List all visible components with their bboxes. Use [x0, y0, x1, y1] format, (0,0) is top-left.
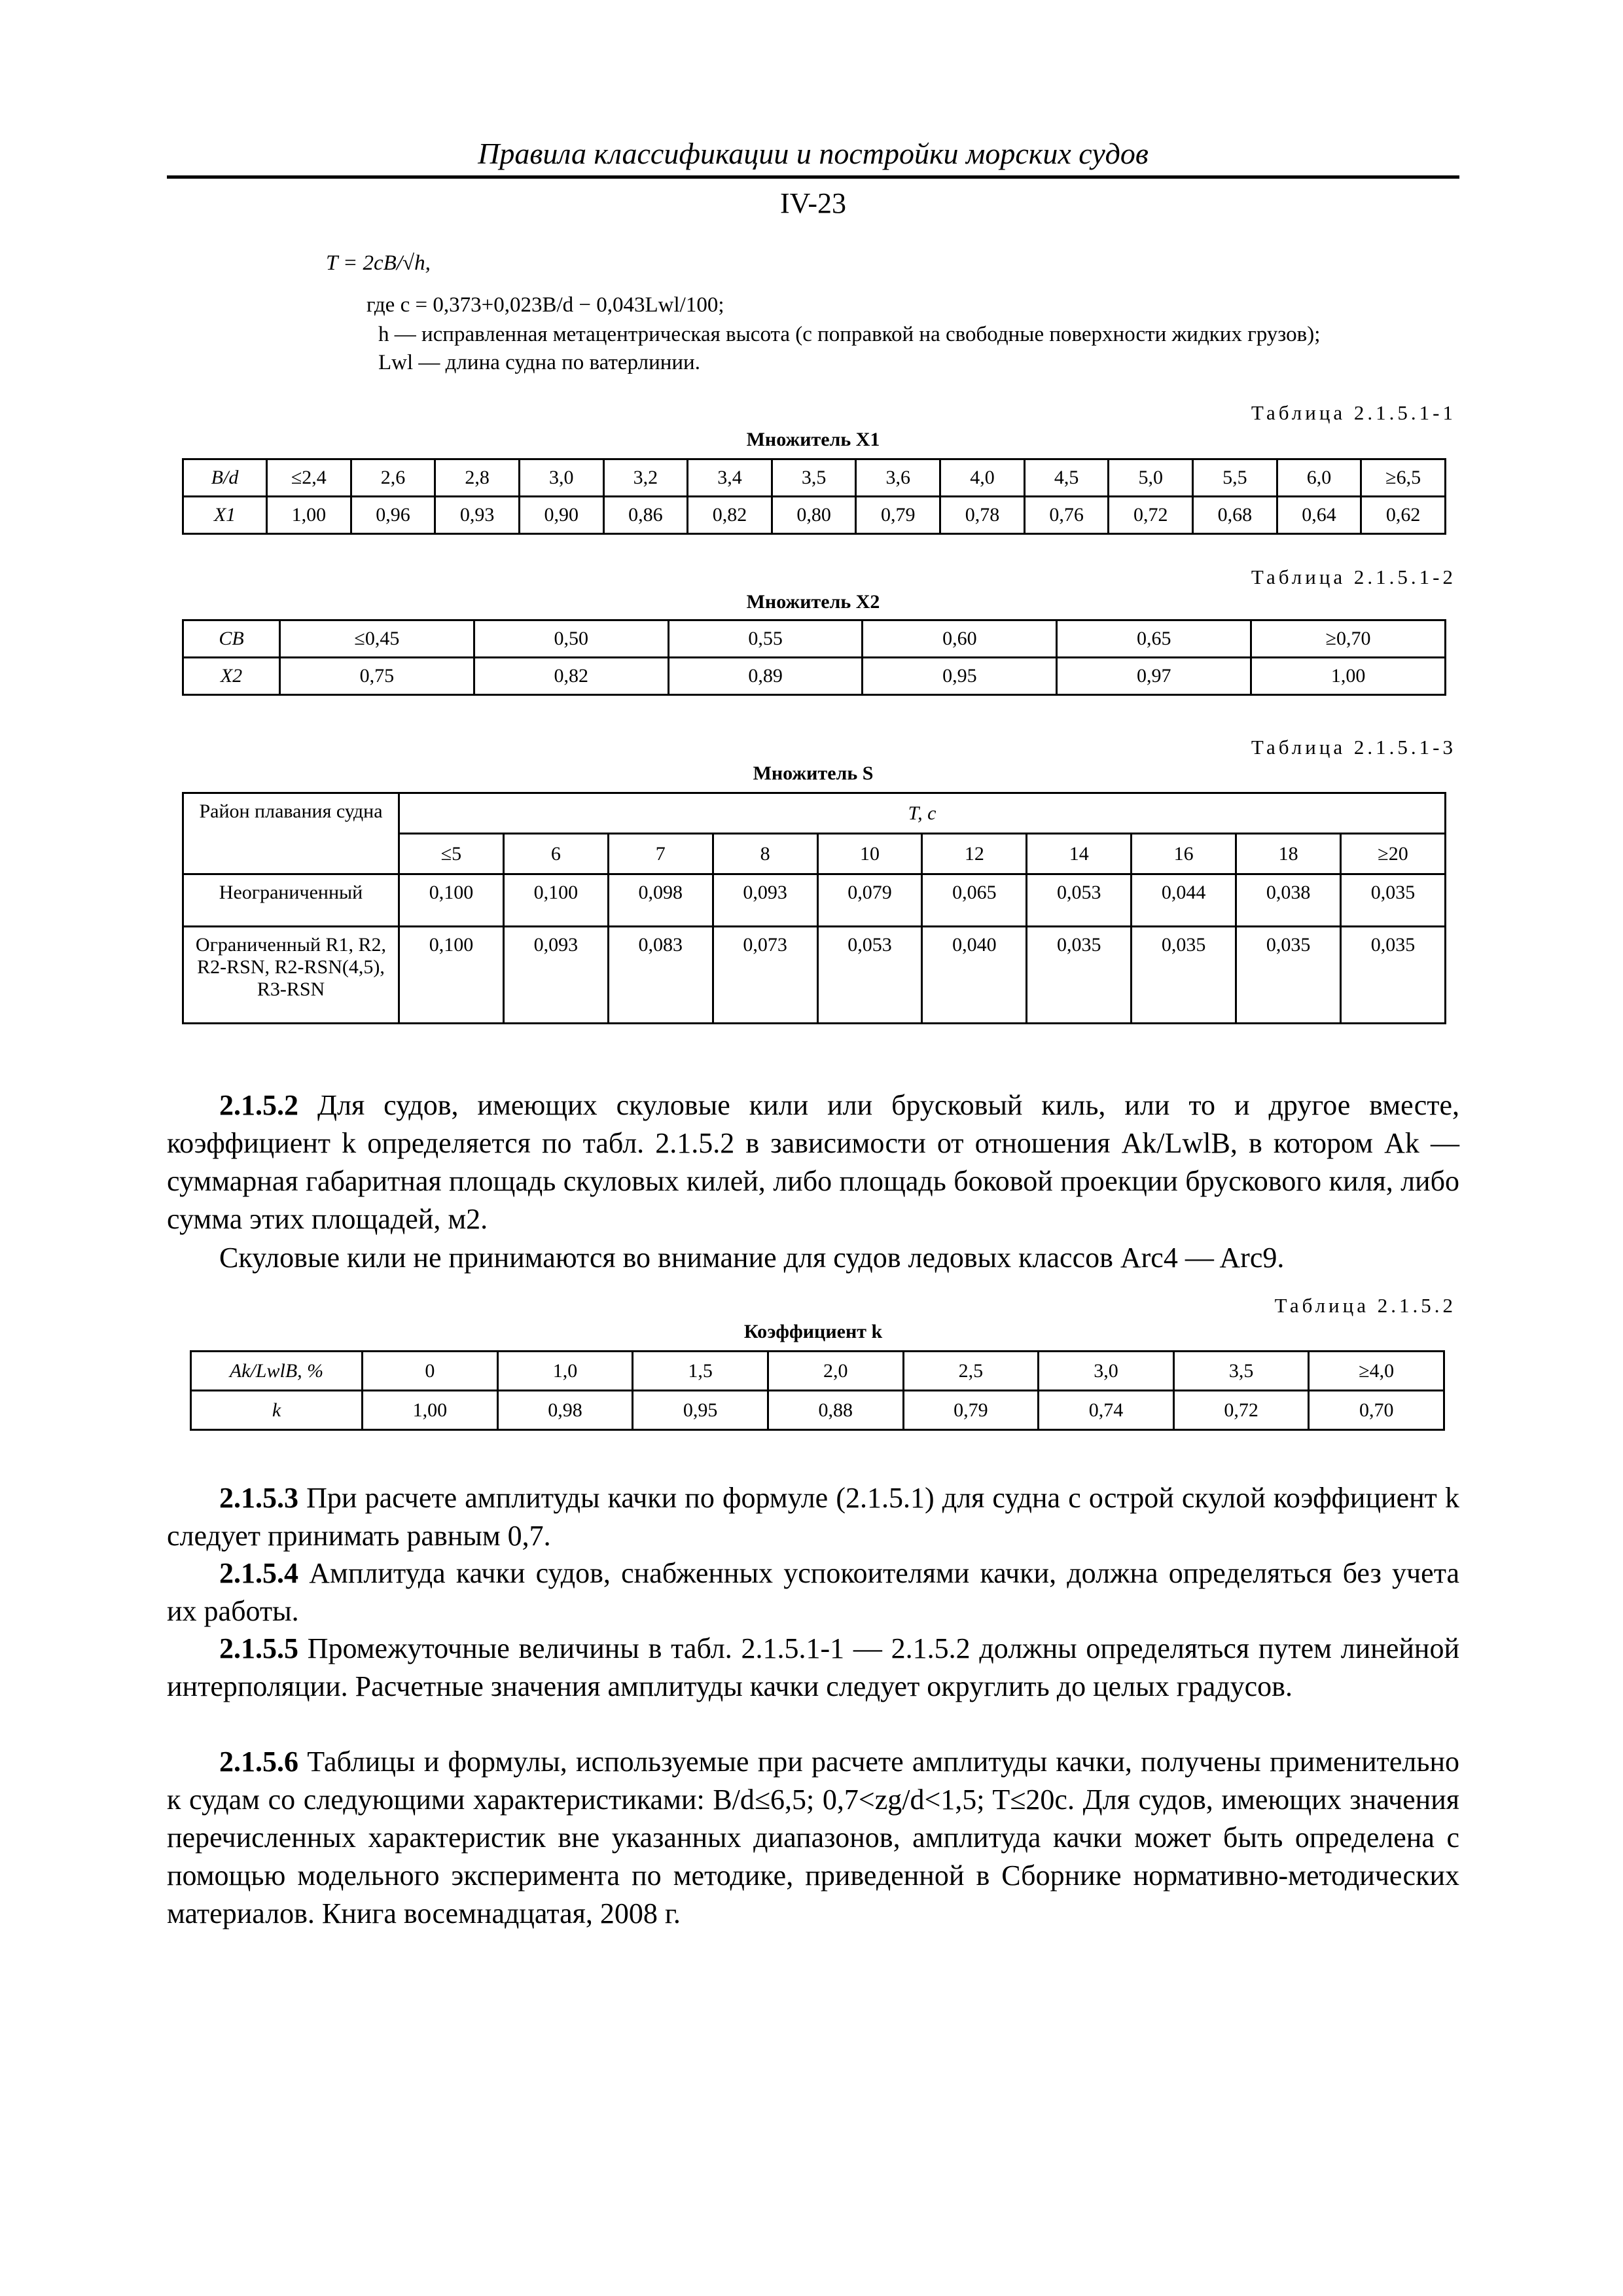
table-header-cell: 16: [1132, 834, 1236, 874]
table-cell: 0,98: [497, 1391, 633, 1430]
table-cell: 0,78: [940, 497, 1025, 534]
paragraph-number: 2.1.5.6: [219, 1746, 298, 1778]
table-header-cell: 3,0: [519, 459, 603, 497]
table-cell: 0,093: [713, 874, 817, 927]
table-cell: 0,044: [1132, 874, 1236, 927]
table-cell: 0,96: [351, 497, 435, 534]
table-cell: 0,083: [608, 927, 713, 1024]
table-header-cell: 5,5: [1193, 459, 1277, 497]
table4-caption: Таблица 2.1.5.2: [1274, 1294, 1456, 1317]
table4-row-label-ratio: Ak/LwlB, %: [191, 1352, 363, 1391]
table-cell: 0,64: [1277, 497, 1361, 534]
paragraph-2-1-5-2-second: [167, 1239, 1459, 1277]
table-cell: 0,100: [399, 874, 504, 927]
table-cell: 0,75: [280, 658, 474, 695]
paragraph-text: Скуловые кили не принимаются во внимание для судов ледовых классов Arc4 — Arc9.: [219, 1242, 1285, 1274]
table3-caption: Таблица 2.1.5.1-3: [1251, 736, 1456, 759]
table-cell: 1,00: [267, 497, 351, 534]
table-header-cell: ≤5: [399, 834, 504, 874]
paragraph-2-1-5-4: [167, 1554, 1459, 1630]
table-cell: 0,88: [768, 1391, 903, 1430]
table-cell: 0,68: [1193, 497, 1277, 534]
table-multiplier-x2: [182, 619, 1446, 696]
paragraph-number: 2.1.5.2: [219, 1089, 298, 1121]
table-multiplier-s: [182, 792, 1446, 1024]
table-cell: 0,093: [503, 927, 608, 1024]
table-header-cell: 2,6: [351, 459, 435, 497]
paragraph-2-1-5-3: [167, 1479, 1459, 1555]
table-header-cell: 8: [713, 834, 817, 874]
table2-row-label-x2: X2: [183, 658, 280, 695]
table2-row-label-cb: CB: [183, 620, 280, 658]
table-header-cell: 0,55: [668, 620, 863, 658]
table-header-cell: 3,5: [772, 459, 856, 497]
table-header-cell: ≥0,70: [1251, 620, 1446, 658]
table-cell: 0,93: [435, 497, 520, 534]
table-header-cell: ≥20: [1341, 834, 1446, 874]
table-header-cell: 2,0: [768, 1352, 903, 1391]
table-cell: 0,95: [633, 1391, 768, 1430]
table-header-cell: 0,60: [863, 620, 1057, 658]
table-cell: 0,053: [1027, 874, 1132, 927]
table-header-cell: 2,5: [903, 1352, 1039, 1391]
table-header-cell: 1,5: [633, 1352, 768, 1391]
table-header-cell: 0,65: [1057, 620, 1251, 658]
paragraph-text: Таблицы и формулы, используемые при расчете амплитуды качки, получены применительно к судам со следующими характеристиками: B/d≤6,5; 0,7<zg/d<1,5; T≤20c. Для судов, имеющих значения перечисленных характеристик вне указанных диапазонов, амплитуда качки может быть определена с помощью модельного эксперимента по методике, приведенной в Сборнике нормативно-методических материалов. Книга восемнадцатая, 2008 г.: [167, 1746, 1459, 1929]
table-header-cell: 10: [817, 834, 922, 874]
table1-row-label-x1: X1: [183, 497, 267, 534]
table-header-cell: 4,5: [1024, 459, 1109, 497]
table-cell: 0,62: [1361, 497, 1446, 534]
table2-title: Множитель X2: [746, 591, 880, 613]
table-cell: 0,72: [1109, 497, 1193, 534]
table-row-label: Неограниченный: [183, 874, 399, 927]
formula-main: T = 2cB/√h,: [326, 251, 431, 275]
table-cell: 0,035: [1027, 927, 1132, 1024]
table-cell: 0,74: [1039, 1391, 1174, 1430]
table1-caption: Таблица 2.1.5.1-1: [1251, 401, 1456, 424]
formula-h-definition: h — исправленная метацентрическая высота (с поправкой на свободные поверхности жидких грузов);: [378, 323, 1321, 346]
table-cell: 0,035: [1132, 927, 1236, 1024]
table-coefficient-k: [190, 1350, 1445, 1431]
paragraph-text: Для судов, имеющих скуловые кили или брусковый киль, или то и другое вместе, коэффициент k определяется по табл. 2.1.5.2 в зависимости от отношения Ak/LwlB, в котором Ak — суммарная габаритная площадь скуловых килей, либо площадь боковой проекции брускового киля, либо сумма этих площадей, м2.: [167, 1089, 1460, 1235]
table-cell: 0,035: [1341, 927, 1446, 1024]
table-header-cell: 6: [503, 834, 608, 874]
table-header-cell: 0,50: [474, 620, 668, 658]
table-cell: 0,098: [608, 874, 713, 927]
table1-row-label-bd: B/d: [183, 459, 267, 497]
paragraph-2-1-5-2: [167, 1086, 1459, 1238]
table-header-cell: ≤2,4: [267, 459, 351, 497]
table-header-cell: 2,8: [435, 459, 520, 497]
table-header-cell: ≤0,45: [280, 620, 474, 658]
table-header-cell: 12: [922, 834, 1027, 874]
table-cell: 0,79: [903, 1391, 1039, 1430]
table-header-cell: 0: [363, 1352, 498, 1391]
table-multiplier-x1: [182, 458, 1446, 535]
table-header-cell: 6,0: [1277, 459, 1361, 497]
paragraph-text: При расчете амплитуды качки по формуле (2.1.5.1) для судна с острой скулой коэффициент k следует принимать равным 0,7.: [167, 1482, 1459, 1552]
table-cell: 1,00: [1251, 658, 1446, 695]
paragraph-2-1-5-6: [167, 1743, 1459, 1933]
table-header-cell: 3,2: [603, 459, 688, 497]
table-cell: 0,72: [1173, 1391, 1309, 1430]
table-cell: 0,073: [713, 927, 817, 1024]
paragraph-text: Амплитуда качки судов, снабженных успокоителями качки, должна определяться без учета их работы.: [167, 1557, 1459, 1627]
table-cell: 0,065: [922, 874, 1027, 927]
table-cell: 0,89: [668, 658, 863, 695]
paragraph-number: 2.1.5.4: [219, 1557, 298, 1589]
table-cell: 0,82: [688, 497, 772, 534]
table-cell: 0,035: [1341, 874, 1446, 927]
table-header-cell: 7: [608, 834, 713, 874]
table-header-cell: 3,4: [688, 459, 772, 497]
header-rule: [167, 175, 1459, 179]
page-number: IV-23: [779, 187, 847, 219]
table3-title: Множитель S: [753, 762, 874, 784]
table-header-cell: 3,5: [1173, 1352, 1309, 1391]
table-header-cell: 18: [1236, 834, 1341, 874]
table-row-label: Ограниченный R1, R2, R2-RSN, R2-RSN(4,5), R3-RSN: [183, 927, 399, 1024]
paragraph-text: Промежуточные величины в табл. 2.1.5.1-1 — 2.1.5.2 должны определяться путем линейной интерполяции. Расчетные значения амплитуды качки следует округлить до целых градусов.: [167, 1632, 1460, 1702]
table-cell: 1,00: [363, 1391, 498, 1430]
paragraph-number: 2.1.5.5: [219, 1632, 298, 1664]
paragraph-number: 2.1.5.3: [219, 1482, 298, 1514]
table3-region-header: Район плавания судна: [183, 793, 399, 874]
table-cell: 0,90: [519, 497, 603, 534]
table-cell: 0,86: [603, 497, 688, 534]
table-header-cell: 1,0: [497, 1352, 633, 1391]
table-cell: 0,079: [817, 874, 922, 927]
table-cell: 0,95: [863, 658, 1057, 695]
table-header-cell: ≥4,0: [1309, 1352, 1444, 1391]
table-header-cell: 3,6: [856, 459, 940, 497]
table-cell: 0,97: [1057, 658, 1251, 695]
table-header-cell: ≥6,5: [1361, 459, 1446, 497]
table1-title: Множитель X1: [746, 429, 880, 450]
formula-lwl-definition: Lwl — длина судна по ватерлинии.: [378, 351, 700, 374]
table-cell: 0,038: [1236, 874, 1341, 927]
table3-period-header: T, c: [399, 793, 1446, 834]
running-header: Правила классификации и постройки морских судов: [478, 137, 1149, 170]
table-cell: 0,040: [922, 927, 1027, 1024]
table-header-cell: 14: [1027, 834, 1132, 874]
table-cell: 0,053: [817, 927, 922, 1024]
table-cell: 0,76: [1024, 497, 1109, 534]
table4-title: Коэффициент k: [743, 1321, 883, 1342]
table-cell: 0,80: [772, 497, 856, 534]
table-cell: 0,100: [399, 927, 504, 1024]
table-cell: 0,100: [503, 874, 608, 927]
table-cell: 0,70: [1309, 1391, 1444, 1430]
table4-row-label-k: k: [191, 1391, 363, 1430]
table-cell: 0,79: [856, 497, 940, 534]
paragraph-2-1-5-5: [167, 1630, 1459, 1706]
table-header-cell: 3,0: [1039, 1352, 1174, 1391]
formula-where-c: где c = 0,373+0,023B/d − 0,043Lwl/100;: [366, 293, 724, 317]
table-header-cell: 5,0: [1109, 459, 1193, 497]
table-cell: 0,035: [1236, 927, 1341, 1024]
table2-caption: Таблица 2.1.5.1-2: [1251, 565, 1456, 588]
table-cell: 0,82: [474, 658, 668, 695]
table-header-cell: 4,0: [940, 459, 1025, 497]
